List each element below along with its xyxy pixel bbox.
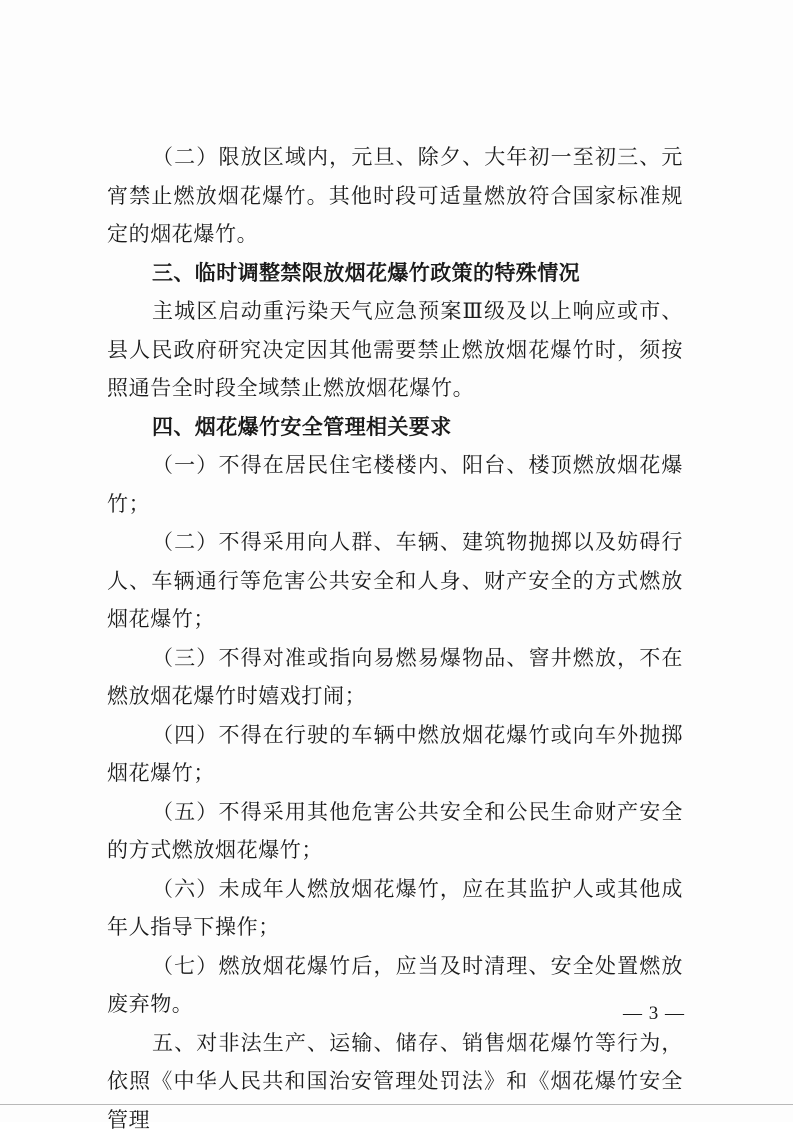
list-item-rule-1: （一）不得在居民住宅楼楼内、阳台、楼顶燃放烟花爆竹； [107,446,683,523]
list-item-rule-6: （六）未成年人燃放烟花爆竹，应在其监护人或其他成年人指导下操作； [107,870,683,947]
list-item-rule-5: （五）不得采用其他危害公共安全和公民生命财产安全的方式燃放烟花爆竹； [107,793,683,870]
list-item-rule-7: （七）燃放烟花爆竹后，应当及时清理、安全处置燃放废弃物。 [107,947,683,1024]
section-heading-4: 四、烟花爆竹安全管理相关要求 [107,408,683,447]
page-number: — 3 — [623,1003,685,1025]
document-body [107,138,683,1139]
list-item-rule-3: （三）不得对准或指向易燃易爆物品、窨井燃放，不在燃放烟花爆竹时嬉戏打闹； [107,639,683,716]
paragraph-section-5: 五、对非法生产、运输、储存、销售烟花爆竹等行为，依照《中华人民共和国治安管理处罚法》和《烟花爆竹安全管理 [107,1024,683,1139]
list-item-rule-2: （二）不得采用向人群、车辆、建筑物抛掷以及妨碍行人、车辆通行等危害公共安全和人身、财产安全的方式燃放烟花爆竹； [107,523,683,639]
scan-edge-divider [0,1104,793,1105]
paragraph-temporary-adjustment: 主城区启动重污染天气应急预案Ⅲ级及以上响应或市、县人民政府研究决定因其他需要禁止燃放烟花爆竹时，须按照通告全时段全域禁止燃放烟花爆竹。 [107,292,683,408]
section-heading-3: 三、临时调整禁限放烟花爆竹政策的特殊情况 [107,254,683,293]
paragraph-restricted-zone-rule: （二）限放区域内，元旦、除夕、大年初一至初三、元宵禁止燃放烟花爆竹。其他时段可适量燃放符合国家标准规定的烟花爆竹。 [107,138,683,254]
list-item-rule-4: （四）不得在行驶的车辆中燃放烟花爆竹或向车外抛掷烟花爆竹； [107,716,683,793]
